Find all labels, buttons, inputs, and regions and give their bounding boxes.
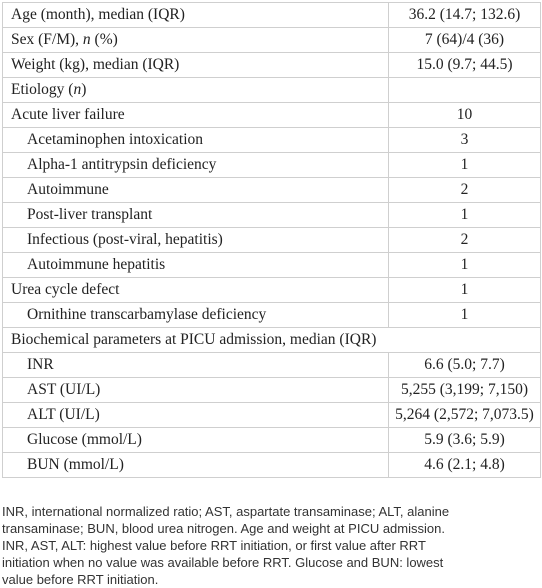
row-value: 36.2 (14.7; 132.6): [389, 3, 541, 28]
table-row: [3, 278, 541, 303]
row-label: Ornithine transcarbamylase deficiency: [3, 303, 389, 328]
row-label: INR: [3, 353, 389, 378]
row-value: 2: [389, 228, 541, 253]
table-row: [3, 178, 541, 203]
row-value: 5.9 (3.6; 5.9): [389, 428, 541, 453]
table-row: [3, 453, 541, 478]
table-row: [3, 203, 541, 228]
table-row: [3, 428, 541, 453]
table-row: [3, 253, 541, 278]
table-row: [3, 28, 541, 53]
row-label: Sex (F/M), n (%): [3, 28, 389, 53]
table-row: [3, 303, 541, 328]
table-body: [3, 3, 541, 478]
table-row: [3, 403, 541, 428]
table-row: [3, 328, 541, 353]
table-row: [3, 3, 541, 28]
table-row: [3, 103, 541, 128]
row-label: Acetaminophen intoxication: [3, 128, 389, 153]
row-label: Infectious (post-viral, hepatitis): [3, 228, 389, 253]
row-value: 6.6 (5.0; 7.7): [389, 353, 541, 378]
row-label: Acute liver failure: [3, 103, 389, 128]
table-row: [3, 128, 541, 153]
row-label: Urea cycle defect: [3, 278, 389, 303]
table-row: [3, 353, 541, 378]
patient-characteristics-table: [2, 2, 541, 478]
row-value: 5,264 (2,572; 7,073.5): [389, 403, 541, 428]
row-label: Autoimmune hepatitis: [3, 253, 389, 278]
row-label: BUN (mmol/L): [3, 453, 389, 478]
table-footnote: [2, 503, 540, 588]
row-label: Age (month), median (IQR): [3, 3, 389, 28]
row-value: 10: [389, 103, 541, 128]
row-label: ALT (UI/L): [3, 403, 389, 428]
row-value: 1: [389, 153, 541, 178]
table-row: [3, 78, 541, 103]
row-label: Alpha-1 antitrypsin deficiency: [3, 153, 389, 178]
row-value: 1: [389, 278, 541, 303]
footnote-line: initiation when no value was available before RRT. Glucose and BUN: lowest: [2, 555, 444, 570]
table-row: [3, 153, 541, 178]
row-value: 4.6 (2.1; 4.8): [389, 453, 541, 478]
row-label: Post-liver transplant: [3, 203, 389, 228]
row-label: AST (UI/L): [3, 378, 389, 403]
row-label: Glucose (mmol/L): [3, 428, 389, 453]
footnote-line: value before RRT initiation.: [2, 572, 159, 587]
footnote-line: INR, international normalized ratio; AST, aspartate transaminase; ALT, alanine: [2, 504, 450, 519]
table-row: [3, 53, 541, 78]
row-value: 1: [389, 253, 541, 278]
row-label: Autoimmune: [3, 178, 389, 203]
row-value: [389, 78, 541, 103]
footnote-line: INR, AST, ALT: highest value before RRT initiation, or first value after RRT: [2, 538, 426, 553]
row-value: 1: [389, 303, 541, 328]
row-value: 15.0 (9.7; 44.5): [389, 53, 541, 78]
row-value: 3: [389, 128, 541, 153]
row-label: Weight (kg), median (IQR): [3, 53, 389, 78]
row-label: Etiology (n): [3, 78, 389, 103]
row-value: 7 (64)/4 (36): [389, 28, 541, 53]
row-value: 2: [389, 178, 541, 203]
table-row: [3, 378, 541, 403]
row-label: Biochemical parameters at PICU admission, median (IQR): [3, 328, 541, 353]
row-value: 5,255 (3,199; 7,150): [389, 378, 541, 403]
row-value: 1: [389, 203, 541, 228]
table-row: [3, 228, 541, 253]
footnote-line: transaminase; BUN, blood urea nitrogen. Age and weight at PICU admission.: [2, 521, 445, 536]
